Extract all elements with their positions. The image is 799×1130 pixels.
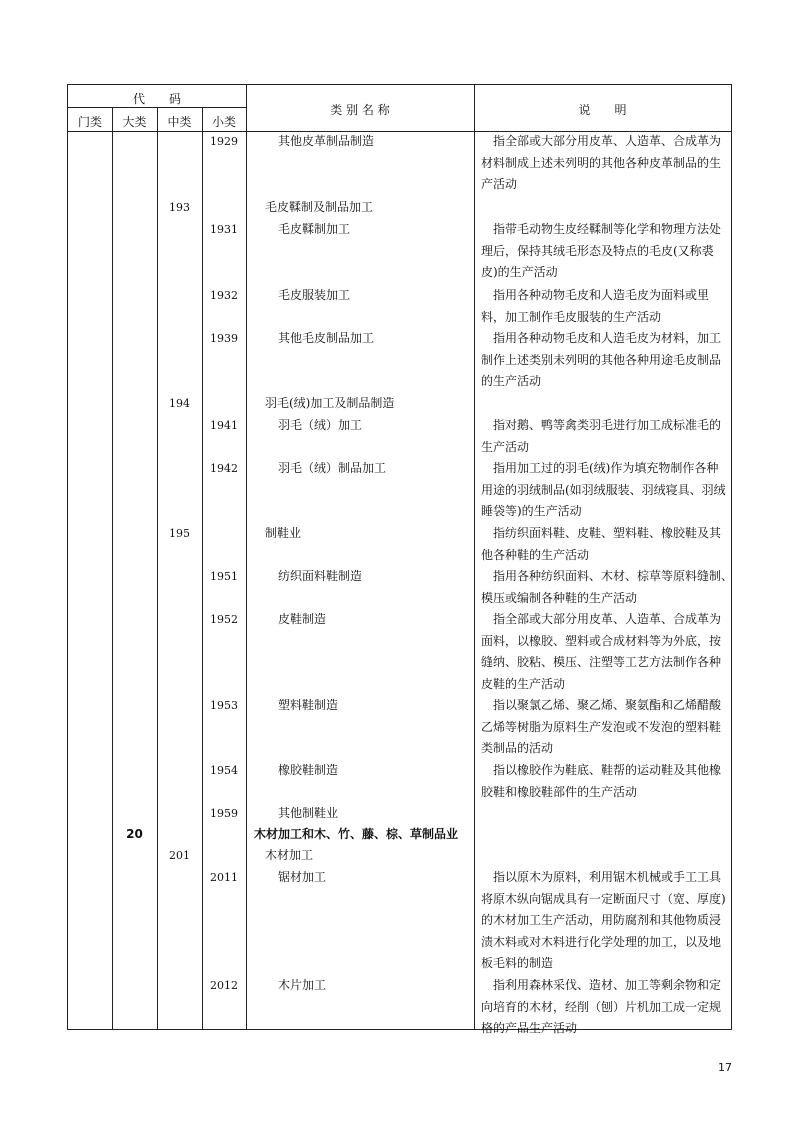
header-zhong: 中类 (167, 115, 192, 129)
category-description (481, 867, 725, 975)
description-line: 指以聚氯乙烯、聚乙烯、聚氨酯和乙烯醋酸 (493, 698, 722, 712)
description-line: 制作上述类别未列明的其他各种用途毛皮制品 (481, 352, 722, 367)
description-line: 乙烯等树脂为原料生产发泡或不发泡的塑料鞋 (481, 719, 722, 734)
description-line: 指带毛动物生皮经鞣制等化学和物理方法处 (493, 222, 722, 236)
header-men: 门类 (77, 115, 102, 129)
description-line: 模压或编制各种鞋的生产活动 (481, 590, 638, 605)
page-number: 17 (718, 1061, 732, 1074)
description-line: 缝纳、胶粘、模压、注塑等工艺方法制作各种 (481, 655, 722, 669)
category-name: 羽毛(绒)加工及制品制造 (265, 396, 395, 410)
category-name: 羽毛（绒）加工 (278, 418, 363, 432)
description-line: 指以原木为原料，利用锯木机械或手工工具 (493, 870, 722, 884)
description-line: 睡袋等)的生产活动 (481, 504, 582, 518)
description-line: 胶鞋和橡胶鞋部件的生产活动 (481, 784, 638, 799)
description-line: 指纺织面料鞋、皮鞋、塑料鞋、橡胶鞋及其 (493, 526, 722, 540)
description-line: 格的产品生产活动 (481, 1021, 578, 1035)
category-description (481, 219, 725, 284)
category-description (481, 458, 725, 523)
category-description (481, 131, 725, 196)
category-description (481, 328, 725, 393)
code-xiao: 1929 (210, 135, 238, 148)
category-description (481, 566, 734, 609)
category-name: 其他毛皮制品加工 (278, 331, 375, 345)
description-line: 指用各种动物毛皮和人造毛皮为材料，加工 (493, 331, 722, 345)
category-name: 木材加工 (265, 848, 314, 862)
description-line: 生产活动 (481, 439, 530, 454)
col-divider (112, 107, 113, 1029)
category-description (481, 285, 725, 328)
header-xiao: 小类 (211, 115, 236, 129)
description-line: 产活动 (481, 177, 518, 191)
code-xiao: 1932 (210, 289, 238, 302)
code-xiao: 1952 (210, 613, 238, 626)
code-xiao: 1941 (210, 419, 238, 432)
classification-table (67, 84, 734, 1035)
header-name: 类 别 名 称 (330, 103, 390, 117)
code-xiao: 1959 (210, 807, 238, 820)
code-xiao: 1931 (210, 223, 238, 236)
col-divider (246, 85, 247, 1029)
code-xiao: 2012 (210, 979, 238, 992)
description-line: 渍木料或对木料进行化学处理的加工，以及地 (481, 934, 722, 949)
category-description (481, 415, 725, 458)
description-line: 指用加工过的羽毛(绒)作为填充物制作各种 (493, 461, 719, 475)
description-line: 指用各种纺织面料、木材、棕草等原料缝制、 (493, 569, 734, 583)
description-line: 板毛料的制造 (481, 956, 554, 970)
category-name: 锯材加工 (278, 870, 327, 884)
description-line: 向培育的木材，经削（刨）片机加工成一定规 (481, 999, 722, 1014)
col-divider (474, 85, 475, 1029)
category-description (481, 975, 725, 1040)
description-line: 皮鞋的生产活动 (481, 676, 566, 691)
col-divider (157, 107, 158, 1029)
category-name: 橡胶鞋制造 (278, 763, 339, 777)
category-name: 皮鞋制造 (278, 612, 327, 626)
description-line: 理后，保持其绒毛形态及特点的毛皮(又称裘 (481, 243, 714, 258)
description-line: 料，加工制作毛皮服装的生产活动 (481, 309, 662, 324)
category-description (481, 523, 725, 566)
category-description (481, 609, 725, 695)
code-xiao: 1951 (210, 570, 238, 583)
description-line: 他各种鞋的生产活动 (481, 547, 590, 562)
code-zhong: 201 (169, 849, 190, 862)
header-code: 代 码 (132, 92, 181, 106)
header-da: 大类 (122, 115, 147, 129)
category-name: 木片加工 (278, 978, 327, 992)
header-desc: 说 明 (578, 103, 627, 117)
category-name: 塑料鞋制造 (278, 698, 339, 712)
category-description (481, 760, 725, 803)
description-line: 指对鹅、鸭等禽类羽毛进行加工成标准毛的 (493, 418, 722, 432)
header-subline (68, 107, 246, 108)
category-name: 毛皮服装加工 (278, 288, 351, 302)
description-line: 的生产活动 (481, 374, 542, 388)
category-name: 制鞋业 (265, 526, 302, 540)
description-line: 指全部或大部分用皮革、人造革、合成革为 (493, 612, 722, 626)
category-name: 木材加工和木、竹、藤、棕、草制品业 (254, 827, 459, 841)
code-xiao: 2011 (210, 871, 238, 884)
category-name: 毛皮鞣制及制品加工 (265, 200, 374, 214)
code-xiao: 1942 (210, 462, 238, 475)
category-name: 纺织面料鞋制造 (278, 569, 363, 583)
code-xiao: 1953 (210, 699, 238, 712)
code-da: 20 (126, 827, 143, 841)
description-line: 指用各种动物毛皮和人造毛皮为面料或里 (493, 288, 710, 302)
code-zhong: 193 (169, 201, 190, 214)
description-line: 将原木纵向锯成具有一定断面尺寸（宽、厚度) (481, 891, 726, 906)
category-description (481, 695, 725, 760)
category-name: 其他制鞋业 (278, 806, 339, 820)
description-line: 的木材加工生产活动，用防腐剂和其他物质浸 (481, 913, 722, 927)
description-line: 材料制成上述未列明的其他各种皮革制品的生 (481, 155, 722, 170)
category-name: 其他皮革制品制造 (278, 134, 375, 148)
description-line: 指利用森林采伐、造材、加工等剩余物和定 (493, 978, 722, 992)
description-line: 面料，以橡胶、塑料或合成材料等为外底，按 (481, 633, 722, 648)
category-name: 羽毛（绒）制品加工 (278, 461, 387, 475)
code-xiao: 1939 (210, 332, 238, 345)
code-zhong: 195 (169, 527, 190, 540)
description-line: 指全部或大部分用皮革、人造革、合成革为 (493, 134, 722, 148)
category-name: 毛皮鞣制加工 (278, 222, 351, 236)
code-xiao: 1954 (210, 764, 238, 777)
description-line: 用途的羽绒制品(如羽绒服装、羽绒寝具、羽绒 (481, 482, 726, 497)
description-line: 皮)的生产活动 (481, 265, 558, 279)
description-line: 类制品的活动 (481, 741, 554, 755)
description-line: 指以橡胶作为鞋底、鞋帮的运动鞋及其他橡 (493, 763, 722, 777)
code-zhong: 194 (169, 397, 190, 410)
